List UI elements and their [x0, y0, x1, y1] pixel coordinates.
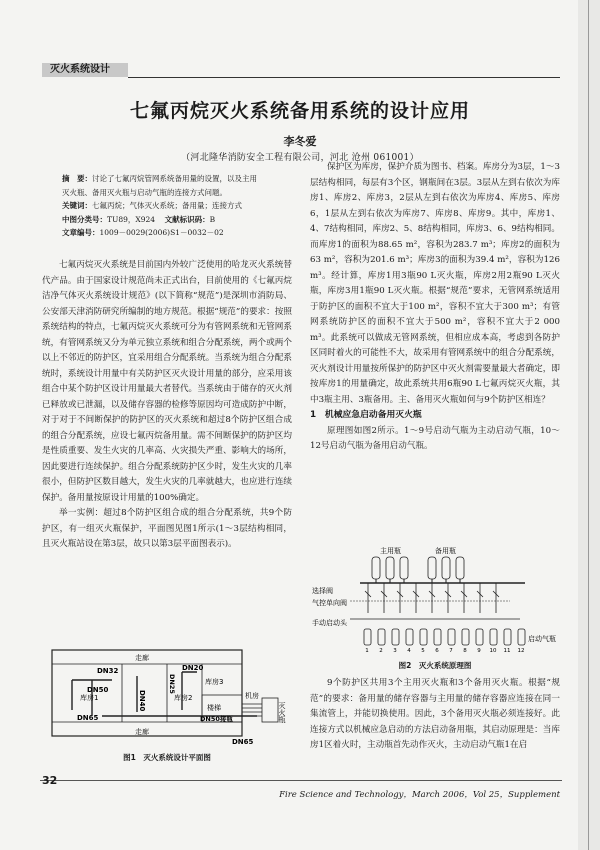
left-paragraph-2: 举一实例：超过8个防护区组合成的组合分配系统，共9个防护区，有一组灭火瓶保护，平面图见图1所示(1～3层结构相同，且灭火瓶站设在第3层，故只以第3层平面图表示)。	[42, 508, 292, 549]
fig2-number: 8	[463, 648, 467, 653]
fig1-dn-label: DN50	[87, 686, 109, 694]
fig2-start-bottle	[448, 629, 455, 645]
fig1-room-2: 库房2	[174, 694, 193, 702]
journal-footer: Fire Science and Technology，March 2006，Vol 25，Supplement	[279, 790, 560, 800]
page-edge-line	[588, 0, 589, 850]
fig2-number: 10	[489, 648, 497, 653]
fig2-start-bottle	[392, 629, 399, 645]
page-edge	[578, 0, 600, 850]
clc-line	[62, 213, 262, 227]
doccode-label: 文献标识码：	[164, 214, 210, 224]
header-rule	[128, 77, 560, 78]
fig2-start-bottle	[462, 629, 469, 645]
fig2-start-bottle	[490, 629, 497, 645]
fig1-room-1: 库房1	[80, 694, 99, 702]
fig1-corridor-top: 走廊	[135, 654, 149, 662]
fig2-number: 4	[407, 648, 411, 653]
fig2-start-bottle	[364, 629, 371, 645]
left-column	[42, 258, 292, 553]
abstract-block	[62, 172, 262, 240]
article-title: 七氟丙烷灭火系统备用系统的设计应用	[129, 100, 470, 122]
fig2-selector-label: 选择阀	[312, 587, 333, 595]
fig2-start-bottle	[504, 629, 511, 645]
fig2-number: 5	[421, 648, 425, 653]
right-paragraph-1: 保护区为库房，保护介质为图书、档案。库房分为3层，1～3层结构相同，每层有3个区，钢瓶间在3层。3层从左到右依次为库房1、库房2、库房3，2层从左到右依次为库房4、库房5、库房6，1层从左到右依次为库房7、库房8、库房9。其中，库房1、4、7结构相同，库房2、5、8结构相同，库房3、6、9结构相同。而库房1的面积为88.65 m²，容积为283.7 m³；库房2的面积为63 m²，容积为201.6 m³；库房3的面积为39.4 m²，容积为126 m³。经计算，库房1用3瓶90 L灭火瓶，库房2用2瓶90 L灭火瓶，库房3用1瓶90 L灭火瓶。根据“规范”要求，无管网系统适用于防护区的面积不宜大于100 m²，容积不宜大于300 m³；有管网系统防护区的面积不宜大于500 m²，容积不宜大于2 000 m³。此系统可以做成无管网系统，但相应成本高，考虑到各防护区同时着火的可能性不大，故采用有管网系统中的组合分配系统，灭火剂设计用量按所保护的防护区中灭火剂需要量最大者确定，即按库房1的用量确定，故此系统共用6瓶90 L七氟丙烷灭火瓶，其中3瓶主用、3瓶备用。主、备用灭火瓶如何与9个防护区相连？	[310, 162, 560, 405]
left-paragraph-1: 七氟丙烷灭火系统是目前国内外较广泛使用的哈龙灭火系统替代产品。由于国家设计规范尚未正式出台，目前使用的《七氟丙烷洁净气体灭火系统设计规范》(以下简称“规范”)是深圳市消防局、公安部天津消防研究所编制的地方规范。根据“规范”的要求：按照系统结构的特点，七氟丙烷灭火系统可分为有管网系统和无管网系统，有管网系统又分为单元独立系统和组合分配系统，两个或两个以上不邻近的防护区，宜采用组合分配系统。当系统为组合分配系统时，系统设计用量中有关防护区灭火设计用量的部分，应采用该组合中某个防护区设计用量最大者替代。当系统由于储存的灭火剂已释放或已泄漏，以及储存容器的检修等原因均可造成防护中断，对于对于不间断保护的防护区的灭火系统和超过8个防护区组合成的组合分配系统，应设七氟丙烷备用量。需不间断保护的防护区均是性质重要、发生火灾的几率高、火灾损失严重、影响大的场所，因此要进行连续保护。组合分配系统防护区少时，发生火灾的几率很小，但防护区数目越大，发生火灾的几率就越大，也应进行连续保护。备用量按原设计用量的100%确定。	[42, 260, 292, 503]
fig1-bottle-box	[262, 698, 278, 722]
articleid-value: 1009－0029(2006)S1－0032－02	[99, 228, 224, 237]
articleid-line	[62, 226, 262, 240]
fig1-dn-label: DN50接瓶	[200, 715, 233, 723]
fig2-agent-bottles	[372, 557, 464, 579]
fig2-checkvalve-label: 气控单向阀	[312, 599, 347, 607]
section-tag: 灭火系统设计	[42, 63, 128, 77]
fig1-bottles: 灭火瓶	[278, 702, 286, 723]
fig1-dn-label: DN32	[97, 667, 119, 675]
abstract-line	[62, 172, 262, 199]
fig1-manifold-lines	[242, 704, 262, 716]
affiliation: （河北隆华消防安全工程有限公司，河北 沧州 061001）	[181, 153, 419, 163]
figure-2-caption: 图2 灭火系统原理图	[398, 661, 472, 670]
fig2-start-bottle	[420, 629, 427, 645]
fig2-agent-bottle	[400, 557, 408, 579]
fig2-agent-bottle	[372, 557, 380, 579]
clc-value: TU89，X924	[107, 214, 156, 224]
fig2-number: 2	[379, 648, 383, 653]
figure-2-schematic	[310, 543, 560, 653]
section-1-paragraph: 原理图如图2所示。1～9号启动气瓶为主动启动气瓶，10～12号启动气瓶为备用启动气瓶。	[310, 425, 560, 451]
fig1-dn-label: DN25	[168, 674, 176, 694]
right-bottom-column	[310, 676, 560, 754]
fig2-number: 3	[393, 648, 397, 653]
fig2-backup-bottles: 备用瓶	[435, 547, 456, 555]
fig1-outer-wall	[52, 650, 242, 736]
fig1-dn-label: DN65	[232, 738, 254, 746]
fig2-number-labels	[365, 648, 524, 653]
fig2-start-bottle	[406, 629, 413, 645]
clc-label: 中图分类号：	[62, 214, 107, 224]
keywords-text: 七氟丙烷；气体灭火系统；备用量；连接方式	[92, 201, 242, 210]
abstract-text: 讨论了七氟丙烷管网系统备用量的设置，以及主用灭火瓶、备用灭火瓶与启动气瓶的连接方式问题。	[62, 174, 257, 197]
keywords-line	[62, 199, 262, 213]
fig1-pipe-network	[72, 672, 257, 716]
keywords-label: 关键词：	[62, 201, 92, 210]
fig2-start-bottle	[378, 629, 385, 645]
fig2-agent-bottle	[456, 557, 464, 579]
fig2-agent-bottle	[442, 557, 450, 579]
page-number: 32	[42, 774, 58, 787]
fig2-agent-bottle	[386, 557, 394, 579]
fig2-start-bottle	[518, 629, 525, 645]
fig2-number: 12	[517, 648, 525, 653]
fig2-main-bottles: 主用瓶	[380, 547, 401, 555]
right-bottom-paragraph: 9个防护区共用3个主用灭火瓶和3个备用灭火瓶。根据“规范”的要求：备用量的储存容器与主用量的储存容器应连接在同一集流管上，并能切换使用。因此，3个备用灭火瓶必须连接好。此连接方式以机械应急启动的方法启动备用瓶，其启动原理是：当库房1区着火时，主动瓶首先动作灭火，主动启动气瓶1在启	[310, 678, 560, 750]
right-column	[310, 160, 560, 455]
fig2-start-bottles	[364, 629, 525, 645]
fig1-dn-label: DN40	[138, 690, 146, 712]
figure-1-caption: 图1 灭火系统设计平面图	[123, 753, 211, 762]
fig1-dn-label: DN65	[77, 714, 99, 722]
fig2-start-bottle	[476, 629, 483, 645]
fig1-machine-room: 机房	[245, 692, 259, 700]
section-1-heading: 1 机械应急启动备用灭火瓶	[310, 410, 422, 420]
fig2-agent-bottle	[428, 557, 436, 579]
articleid-label: 文章编号：	[62, 228, 100, 237]
fig2-branch-pipes	[368, 583, 496, 613]
fig2-number: 11	[503, 648, 511, 653]
fig2-number: 6	[435, 648, 439, 653]
fig2-selector-valves	[365, 583, 499, 613]
author: 李冬爱	[283, 135, 317, 148]
footer-rule	[40, 780, 562, 781]
fig1-dn-label: DN20	[182, 664, 204, 672]
abstract-label: 摘 要：	[62, 174, 92, 183]
fig2-number: 1	[365, 648, 369, 653]
figure-1-floor-plan	[42, 640, 292, 750]
fig1-room-3: 库房3	[205, 678, 224, 686]
fig1-stair: 楼梯	[207, 704, 221, 712]
fig2-number: 9	[477, 648, 481, 653]
fig2-start-bottle-label: 启动气瓶	[528, 635, 556, 643]
fig1-corridor-bottom: 走廊	[135, 728, 149, 736]
fig2-manual-head-label: 手动启动头	[312, 619, 347, 627]
fig2-start-bottle	[434, 629, 441, 645]
doccode-value: B	[209, 214, 216, 224]
fig2-number: 7	[449, 648, 453, 653]
